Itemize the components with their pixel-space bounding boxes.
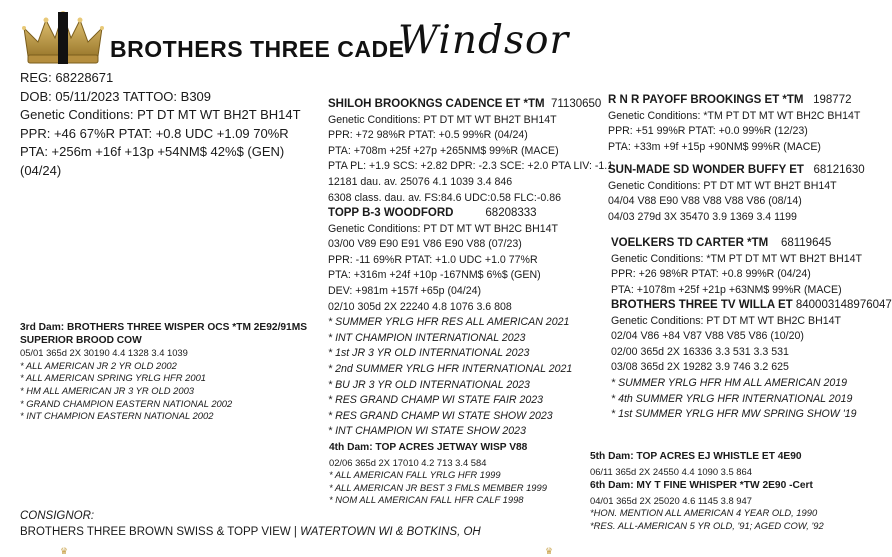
dam-sire-name: VOELKERS TD CARTER *TM bbox=[611, 237, 769, 249]
third-dam-heading: 3rd Dam: BROTHERS THREE WISPER OCS *TM 2E92/91MS bbox=[20, 322, 308, 333]
sire-sire-block bbox=[608, 93, 860, 155]
sire-heading bbox=[328, 97, 613, 113]
dam-sire-line: PTA: +1078m +25f +21p +63NM$ 99%R (MACE) bbox=[611, 283, 842, 296]
sire-block bbox=[328, 97, 613, 206]
dam-line: 03/00 V89 E90 E91 V86 E90 V88 (07/23) bbox=[328, 238, 522, 251]
dam-honor: * SUMMER YRLG HFR RES ALL AMERICAN 2021 bbox=[328, 316, 570, 329]
fourth-dam-line: 02/06 365d 2X 17010 4.2 713 3.4 584 bbox=[329, 456, 487, 468]
third-dam-honor: * INT CHAMPION EASTERN NATIONAL 2002 bbox=[20, 410, 214, 422]
reg-number: REG: 68228671 bbox=[20, 70, 114, 85]
dam-heading bbox=[328, 206, 572, 222]
fifth-dam-block bbox=[590, 451, 802, 478]
sire-dam-line: 04/04 V88 E90 V88 V88 V88 V86 (08/14) bbox=[608, 195, 802, 208]
dam-honor: * BU JR 3 YR OLD INTERNATIONAL 2023 bbox=[328, 378, 530, 391]
sixth-dam-honor: *HON. MENTION ALL AMERICAN 4 YEAR OLD, 1990 bbox=[590, 507, 818, 519]
dam-sire-line: PPR: +26 98%R PTAT: +0.8 99%R (04/24) bbox=[611, 268, 811, 281]
ppr-line: PPR: +46 67%R PTAT: +0.8 UDC +1.09 70%R bbox=[20, 125, 289, 141]
dam-honor: * RES GRAND CHAMP WI STATE FAIR 2023 bbox=[328, 394, 544, 407]
dam-line: 02/10 305d 2X 22240 4.8 1076 3.6 808 bbox=[328, 300, 512, 313]
dam-dam-honor: * 4th SUMMER YRLG HFR INTERNATIONAL 2019 bbox=[611, 392, 853, 405]
consignor-location: WATERTOWN WI & BOTKINS, OH bbox=[300, 526, 481, 538]
pta-line: PTA: +256m +16f +13p +54NM$ 42%$ (GEN) bbox=[20, 144, 285, 159]
dam-honor: * 2nd SUMMER YRLG HFR INTERNATIONAL 2021 bbox=[328, 362, 573, 375]
sixth-dam-heading: 6th Dam: MY T FINE WHISPER *TW 2E90 -Cert bbox=[590, 480, 813, 491]
third-dam-honor: * ALL AMERICAN SPRING YRLG HFR 2001 bbox=[20, 372, 207, 384]
sire-line: 12181 dau. av. 25076 4.1 1039 3.4 846 bbox=[328, 175, 513, 188]
genetic-conditions: Genetic Conditions: PT DT MT WT BH2T BH14T bbox=[20, 107, 301, 122]
dam-honor: * INT CHAMPION INTERNATIONAL 2023 bbox=[328, 331, 526, 344]
sixth-dam-line: 04/01 365d 2X 25020 4.6 1145 3.8 947 bbox=[590, 494, 752, 506]
third-dam-line: 05/01 365d 2X 30190 4.4 1328 3.4 1039 bbox=[20, 347, 188, 359]
crown-logo-icon bbox=[22, 8, 104, 68]
dam-dam-line: 02/04 V86 +84 V87 V88 V85 V86 (10/20) bbox=[611, 330, 804, 343]
dam-sire-heading bbox=[611, 236, 862, 252]
sire-dam-block bbox=[608, 163, 865, 225]
dam-dam-line: Genetic Conditions: PT DT MT WT BH2C BH14T bbox=[611, 314, 841, 327]
dam-dam-block bbox=[611, 298, 892, 423]
fifth-dam-line: 06/11 365d 2X 24550 4.4 1090 3.5 864 bbox=[590, 465, 752, 477]
dam-dam-honor: * 1st SUMMER YRLG HFR MW SPRING SHOW '19 bbox=[611, 408, 857, 421]
sire-dam-name: SUN-MADE SD WONDER BUFFY ET bbox=[608, 164, 804, 176]
sire-line: PTA: +708m +25f +27p +265NM$ 99%R (MACE) bbox=[328, 144, 559, 157]
third-dam-honor: * GRAND CHAMPION EASTERN NATIONAL 2002 bbox=[20, 397, 233, 409]
consignor-line bbox=[20, 524, 481, 540]
third-dam-block bbox=[20, 322, 307, 423]
fourth-dam-block bbox=[329, 442, 547, 507]
dam-honor: * INT CHAMPION WI STATE SHOW 2023 bbox=[328, 425, 526, 438]
sire-sire-name: R N R PAYOFF BROOKINGS ET *TM bbox=[608, 94, 804, 106]
sixth-dam-block bbox=[590, 480, 824, 532]
consignor-block bbox=[20, 508, 481, 540]
small-crown-icon: ♛ bbox=[545, 546, 554, 556]
sire-sire-heading bbox=[608, 93, 860, 109]
dam-dam-honor: * SUMMER YRLG HFR HM ALL AMERICAN 2019 bbox=[611, 376, 848, 389]
fourth-dam-heading: 4th Dam: TOP ACRES JETWAY WISP V88 bbox=[329, 442, 528, 453]
sire-name: SHILOH BROOKNGS CADENCE ET *TM bbox=[328, 98, 545, 110]
sire-line: 6308 class. dau. av. FS:84.6 UDC:0.58 FLC:-0.86 bbox=[328, 191, 561, 204]
dam-sire-block bbox=[611, 236, 862, 298]
sire-dam-heading bbox=[608, 163, 865, 179]
dam-line: PTA: +316m +24f +10p -167NM$ 6%$ (GEN) bbox=[328, 269, 541, 282]
sire-line: PPR: +72 98%R PTAT: +0.5 99%R (04/24) bbox=[328, 129, 528, 142]
fourth-dam-honor: * ALL AMERICAN FALL YRLG HFR 1999 bbox=[329, 469, 501, 481]
dam-line: DEV: +981m +157f +65p (04/24) bbox=[328, 284, 482, 297]
dam-sire-reg: 68119645 bbox=[780, 237, 832, 249]
sire-sire-line: PPR: +51 99%R PTAT: +0.0 99%R (12/23) bbox=[608, 125, 808, 138]
dam-dam-reg: 840003148976047 bbox=[795, 299, 892, 311]
small-crown-icon: ♛ bbox=[60, 546, 69, 556]
fifth-dam-heading: 5th Dam: TOP ACRES EJ WHISTLE ET 4E90 bbox=[590, 451, 802, 462]
sire-sire-reg: 198772 bbox=[813, 94, 852, 106]
fourth-dam-honor: * NOM ALL AMERICAN FALL HFR CALF 1998 bbox=[329, 494, 524, 506]
sire-dam-line: 04/03 279d 3X 35470 3.9 1369 3.4 1199 bbox=[608, 210, 797, 223]
sire-sire-line: PTA: +33m +9f +15p +90NM$ 99%R (MACE) bbox=[608, 140, 821, 153]
sire-dam-line: Genetic Conditions: PT DT MT WT BH2T BH14T bbox=[608, 179, 837, 192]
dam-sire-line: Genetic Conditions: *TM PT DT MT WT BH2T BH14T bbox=[611, 252, 862, 265]
dam-dam-heading bbox=[611, 298, 892, 314]
fourth-dam-honor: * ALL AMERICAN JR BEST 3 FMLS MEMBER 1999 bbox=[329, 481, 547, 493]
dam-honor: * 1st JR 3 YR OLD INTERNATIONAL 2023 bbox=[328, 347, 530, 360]
sixth-dam-honor: *RES. ALL-AMERICAN 5 YR OLD, '91; AGED COW, '92 bbox=[590, 519, 824, 531]
dam-honor: * RES GRAND CHAMP WI STATE SHOW 2023 bbox=[328, 409, 553, 422]
animal-name-script: Windsor bbox=[398, 18, 570, 63]
third-dam-subtitle: SUPERIOR BROOD COW bbox=[20, 334, 142, 346]
consignor-label: CONSIGNOR: bbox=[20, 510, 95, 522]
consignor-separator: | bbox=[290, 526, 301, 538]
dam-reg: 68208333 bbox=[485, 207, 537, 219]
pta-date: (04/24) bbox=[20, 162, 62, 178]
animal-info bbox=[20, 69, 301, 180]
dam-dam-line: 02/00 365d 2X 16336 3.3 531 3.3 531 bbox=[611, 345, 789, 358]
third-dam-honor: * HM ALL AMERICAN JR 3 YR OLD 2003 bbox=[20, 384, 195, 396]
dam-name: TOPP B-3 WOODFORD bbox=[328, 207, 454, 219]
consignor-name: BROTHERS THREE BROWN SWISS & TOPP VIEW bbox=[20, 526, 291, 538]
sire-sire-line: Genetic Conditions: *TM PT DT MT WT BH2C BH14T bbox=[608, 109, 861, 122]
sire-dam-reg: 68121630 bbox=[813, 164, 865, 176]
dam-dam-name: BROTHERS THREE TV WILLA ET bbox=[611, 299, 793, 311]
dam-block bbox=[328, 206, 572, 440]
sire-reg: 71130650 bbox=[550, 98, 602, 110]
dam-dam-line: 03/08 365d 2X 19282 3.9 746 3.2 625 bbox=[611, 361, 789, 374]
sire-line: PTA PL: +1.9 SCS: +2.82 DPR: -2.3 SCE: +2.0 PTA LIV: -1.1 bbox=[328, 160, 614, 173]
sire-line: Genetic Conditions: PT DT MT WT BH2T BH14T bbox=[328, 113, 557, 126]
third-dam-honor: * ALL AMERICAN JR 2 YR OLD 2002 bbox=[20, 359, 177, 371]
dob-tattoo: DOB: 05/11/2023 TATTOO: B309 bbox=[20, 88, 212, 104]
dam-line: Genetic Conditions: PT DT MT WT BH2C BH14T bbox=[328, 222, 558, 235]
animal-name-title: BROTHERS THREE CADE bbox=[110, 36, 405, 62]
dam-line: PPR: -11 69%R PTAT: +1.0 UDC +1.0 77%R bbox=[328, 253, 538, 266]
